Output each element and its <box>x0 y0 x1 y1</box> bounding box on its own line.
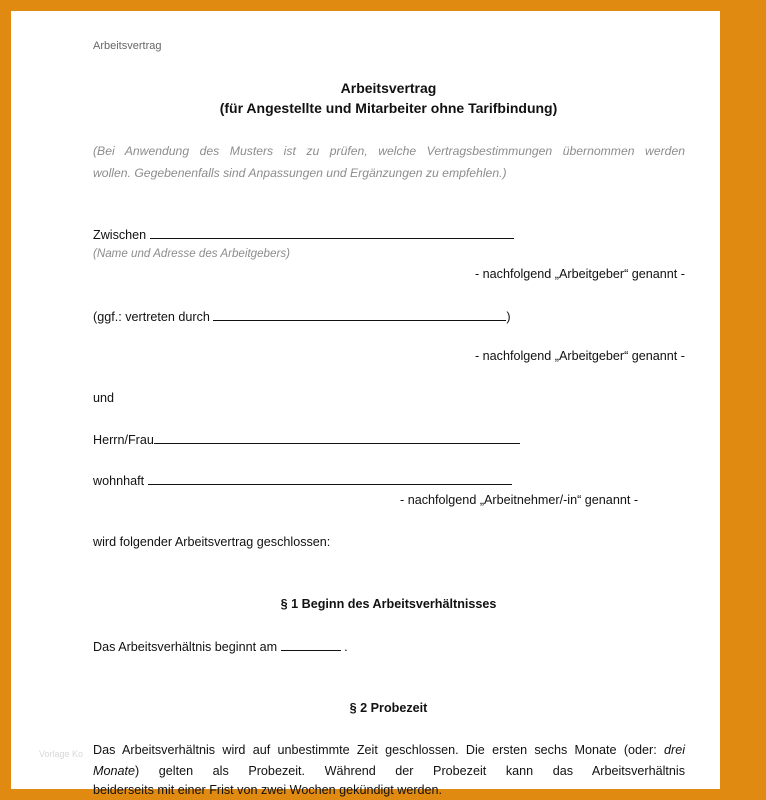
employer-role-2: - nachfolgend „Arbeitgeber“ genannt - <box>474 349 685 363</box>
watermark-text: Vorlage Ko <box>39 749 84 759</box>
represented-label: (ggf.: vertreten durch <box>93 310 210 324</box>
contract-concluded: wird folgender Arbeitsvertrag geschlossen: <box>93 535 331 549</box>
start-date-period: . <box>344 640 348 654</box>
employer-name-field[interactable] <box>150 226 514 239</box>
employee-name-field[interactable] <box>154 431 520 444</box>
representative-field[interactable] <box>213 308 506 321</box>
start-date-field[interactable] <box>281 638 341 651</box>
section-1-text <box>93 638 348 654</box>
probation-alt-period: drei Monate <box>93 743 685 778</box>
employee-name-label: Herrn/Frau <box>93 433 154 447</box>
employer-role-1: - nachfolgend „Arbeitgeber“ genannt - <box>474 267 685 281</box>
start-date-label: Das Arbeitsverhältnis beginnt am <box>93 640 278 654</box>
usage-note-line-1: (Bei Anwendung des Musters ist zu prüfen, welche Vertragsbestimmungen übernommen werden <box>93 144 685 158</box>
document-page <box>11 11 720 797</box>
section-1-heading: § 1 Beginn des Arbeitsverhältnisses <box>280 597 497 611</box>
residence-row <box>93 472 512 488</box>
represented-close: ) <box>506 310 511 324</box>
running-header: Arbeitsvertrag <box>93 40 162 52</box>
document-title: Arbeitsvertrag <box>340 80 437 96</box>
employee-role: - nachfolgend „Arbeitnehmer/-in“ genannt - <box>400 493 639 507</box>
and-label: und <box>93 391 115 405</box>
document-subtitle: (für Angestellte und Mitarbeiter ohne Tarifbindung) <box>219 100 558 116</box>
section-2-cut-line: beiderseits mit einer Frist von zwei Wochen gekündigt werden. <box>93 783 443 797</box>
represented-row <box>93 308 511 324</box>
residence-label: wohnhaft <box>93 474 145 488</box>
residence-field[interactable] <box>148 472 512 485</box>
between-label: Zwischen <box>93 228 147 242</box>
employee-name-row <box>93 431 520 447</box>
between-row <box>93 226 514 242</box>
usage-note-line-2: wollen. Gegebenenfalls sind Anpassungen und Ergänzungen zu empfehlen.) <box>93 166 507 180</box>
section-2-paragraph: Das Arbeitsverhältnis wird auf unbestimmte Zeit geschlossen. Die ersten sechs Monate (oder: drei Monate) gelten als Probezeit. Während der Probezeit kann das Arbeitsverhältnis <box>93 743 685 778</box>
section-2-heading: § 2 Probezeit <box>349 701 428 715</box>
employer-hint: (Name und Adresse des Arbeitgebers) <box>93 247 290 260</box>
